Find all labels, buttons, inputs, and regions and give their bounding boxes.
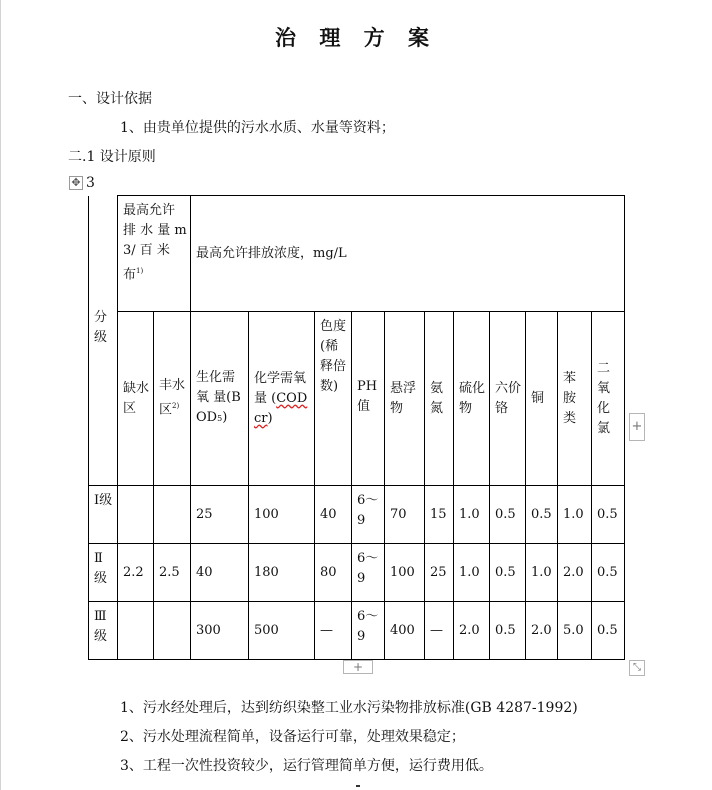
- note-item-1: 1、污水经处理后，达到纺织染整工业水污染物排放标准(GB 4287-1992): [120, 700, 578, 716]
- add-row-plus-icon[interactable]: +: [343, 660, 373, 674]
- cell-aniline: 1.0: [558, 486, 592, 544]
- cell-cr6: 0.5: [490, 486, 526, 544]
- cell-copper: 0.5: [526, 486, 558, 544]
- cell-ss: 400: [385, 602, 425, 660]
- discharge-standard-table: [88, 195, 625, 660]
- header-water-rich-area: 丰水区$^{2)}$: [154, 312, 191, 486]
- cell-ss: 100: [385, 544, 425, 602]
- cell-cod: 100: [249, 486, 315, 544]
- cell-ph: 6～9: [352, 602, 385, 660]
- header-water-short-area: 缺水区: [118, 312, 154, 486]
- table-row: [89, 602, 625, 660]
- cell-bod: 25: [191, 486, 249, 544]
- header-chlorine-dioxide: 二氧化氯: [592, 312, 625, 486]
- cell-copper: 2.0: [526, 602, 558, 660]
- cell-sulfide: 1.0: [454, 486, 490, 544]
- cell-ph: 6～9: [352, 486, 385, 544]
- cell-nh3: 25: [425, 544, 454, 602]
- cell-color: —: [315, 602, 352, 660]
- table-row: [89, 486, 625, 544]
- page-left-edge: [0, 0, 1, 790]
- header-sulfide: 硫化物: [454, 312, 490, 486]
- table-move-handle-icon[interactable]: ✥: [69, 176, 83, 190]
- cell-short: [118, 486, 154, 544]
- cell-ss: 70: [385, 486, 425, 544]
- note-item-3: 3、工程一次性投资较少，运行管理简单方便，运行费用低。: [120, 758, 493, 774]
- table-number: 3: [86, 175, 95, 191]
- section-heading-design-basis: 一、设计依据: [68, 91, 152, 107]
- cell-grade: Ⅲ级: [89, 602, 118, 660]
- header-aniline: 苯胺类: [558, 312, 592, 486]
- header-max-drain-volume: 最高允许排 水 量 m3/ 百 米 布$^{1)}$: [118, 196, 191, 312]
- cell-short: 2.2: [118, 544, 154, 602]
- header-ph: PH值: [352, 312, 385, 486]
- add-column-plus-icon[interactable]: +: [629, 413, 645, 441]
- cell-cod: 180: [249, 544, 315, 602]
- document-title: 治 理 方 案: [275, 26, 437, 50]
- table-resize-icon[interactable]: ⤡: [629, 660, 645, 676]
- header-suspended-solids: 悬浮物: [385, 312, 425, 486]
- cell-cod: 500: [249, 602, 315, 660]
- cell-sulfide: 2.0: [454, 602, 490, 660]
- cell-cr6: 0.5: [490, 602, 526, 660]
- table-row: [89, 544, 625, 602]
- cell-color: 80: [315, 544, 352, 602]
- cell-nh3: 15: [425, 486, 454, 544]
- cell-color: 40: [315, 486, 352, 544]
- cell-grade: Ⅰ级: [89, 486, 118, 544]
- cell-short: [118, 602, 154, 660]
- cell-ph: 6～9: [352, 544, 385, 602]
- cell-clo2: 0.5: [592, 486, 625, 544]
- cell-rich: 2.5: [154, 544, 191, 602]
- cell-aniline: 5.0: [558, 602, 592, 660]
- header-copper: 铜: [526, 312, 558, 486]
- cell-rich: [154, 602, 191, 660]
- section-heading-design-principles: 二.1 设计原则: [68, 149, 156, 165]
- design-basis-item: 1、由贵单位提供的污水水质、水量等资料；: [120, 120, 395, 136]
- header-ammonia-nitrogen: 氨氮: [425, 312, 454, 486]
- header-hexavalent-chromium: 六价铬: [490, 312, 526, 486]
- header-color: 色度(稀释倍数): [315, 312, 352, 486]
- note-item-2: 2、污水处理流程简单，设备运行可靠，处理效果稳定；: [120, 729, 465, 745]
- header-max-concentration: 最高允许排放浓度，mg/L: [191, 196, 625, 312]
- cell-clo2: 0.5: [592, 544, 625, 602]
- header-bod5: 生化需氧 量(BOD5): [191, 312, 249, 486]
- cell-bod: 300: [191, 602, 249, 660]
- cell-nh3: —: [425, 602, 454, 660]
- cell-copper: 1.0: [526, 544, 558, 602]
- header-codcr: 化学需氧 量 (CODcr): [249, 312, 315, 486]
- cell-rich: [154, 486, 191, 544]
- cell-bod: 40: [191, 544, 249, 602]
- header-grade: 分级: [89, 196, 118, 486]
- page-bottom-mark: [356, 785, 360, 787]
- cell-clo2: 0.5: [592, 602, 625, 660]
- cell-aniline: 2.0: [558, 544, 592, 602]
- cell-cr6: 0.5: [490, 544, 526, 602]
- cell-sulfide: 1.0: [454, 544, 490, 602]
- cell-grade: Ⅱ级: [89, 544, 118, 602]
